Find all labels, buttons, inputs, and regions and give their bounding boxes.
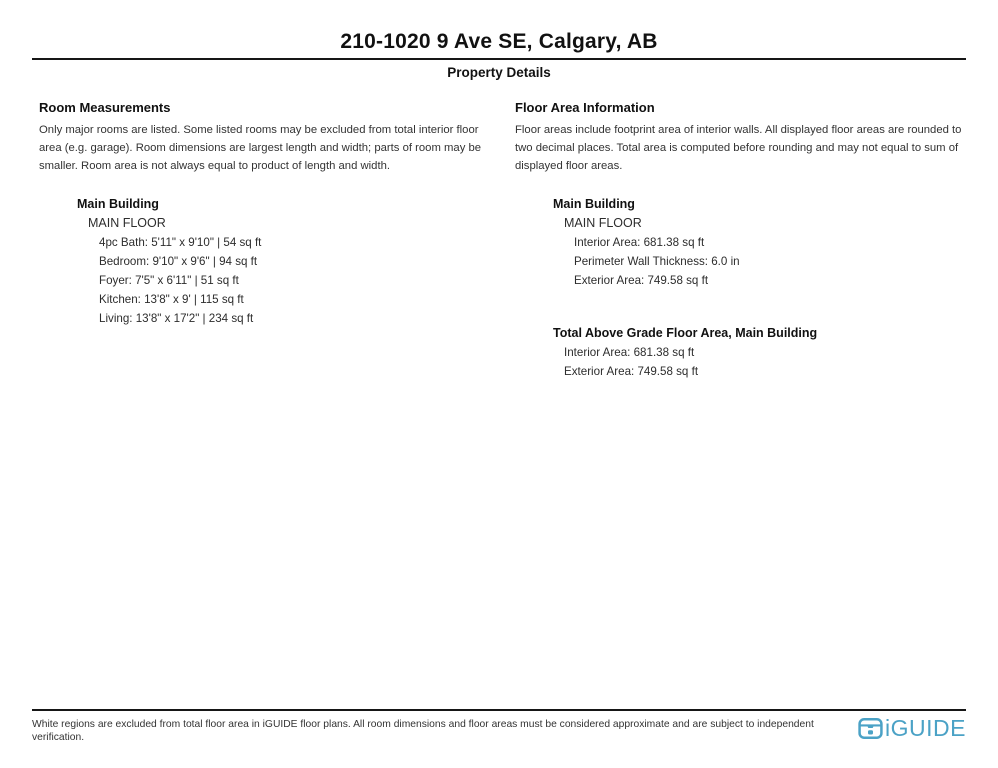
room-measurements-heading: Room Measurements bbox=[39, 100, 171, 115]
page-header bbox=[0, 0, 998, 81]
floor-area-heading: Floor Area Information bbox=[515, 100, 655, 115]
stat-item: Interior Area: 681.38 sq ft bbox=[574, 236, 705, 249]
stat-item: Exterior Area: 749.58 sq ft bbox=[574, 274, 709, 287]
floor-name: MAIN FLOOR bbox=[88, 216, 166, 230]
content-columns bbox=[0, 100, 998, 381]
room-measurements-building bbox=[39, 195, 491, 328]
building-name: Main Building bbox=[553, 197, 635, 211]
footer-disclaimer: White regions are excluded from total floor area in iGUIDE floor plans. All room dimensions and floor areas must be considered approximate and are subject to independent verification. bbox=[32, 719, 814, 743]
room-item: Kitchen: 13'8" x 9' | 115 sq ft bbox=[99, 293, 244, 306]
floor-name: MAIN FLOOR bbox=[564, 216, 642, 230]
iguide-camera-icon bbox=[858, 717, 883, 740]
header-divider bbox=[32, 58, 966, 60]
iguide-logo bbox=[858, 716, 966, 740]
stat-item: Exterior Area: 749.58 sq ft bbox=[564, 365, 699, 378]
room-measurements-section bbox=[39, 100, 491, 381]
total-above-grade-heading: Total Above Grade Floor Area, Main Building bbox=[553, 326, 818, 340]
iguide-logo-text: iGUIDE bbox=[885, 715, 966, 741]
total-above-grade-block bbox=[515, 324, 968, 381]
floor-area-information-section bbox=[515, 100, 968, 381]
footer-divider bbox=[32, 709, 966, 711]
room-item: 4pc Bath: 5'11" x 9'10" | 54 sq ft bbox=[99, 236, 262, 249]
room-item: Living: 13'8" x 17'2" | 234 sq ft bbox=[99, 312, 254, 325]
building-name: Main Building bbox=[77, 197, 159, 211]
floor-area-building bbox=[515, 195, 968, 290]
page-subtitle: Property Details bbox=[447, 65, 551, 80]
page-title: 210-1020 9 Ave SE, Calgary, AB bbox=[340, 30, 658, 53]
stat-item: Interior Area: 681.38 sq ft bbox=[564, 346, 695, 359]
stat-item: Perimeter Wall Thickness: 6.0 in bbox=[574, 255, 740, 268]
room-measurements-description: Only major rooms are listed. Some listed rooms may be excluded from total interior floor area (e.g. garage). Room dimensions are largest length and width; parts of room may be smaller. Room area is not always equal to product of length and width. bbox=[39, 124, 482, 172]
room-item: Foyer: 7'5" x 6'11" | 51 sq ft bbox=[99, 274, 239, 287]
floor-area-description: Floor areas include footprint area of interior walls. All displayed floor areas are rounded to two decimal places. Total area is computed before rounding and may not equal to sum of displayed floor areas. bbox=[515, 124, 962, 172]
room-item: Bedroom: 9'10" x 9'6" | 94 sq ft bbox=[99, 255, 258, 268]
page-footer bbox=[32, 709, 966, 744]
